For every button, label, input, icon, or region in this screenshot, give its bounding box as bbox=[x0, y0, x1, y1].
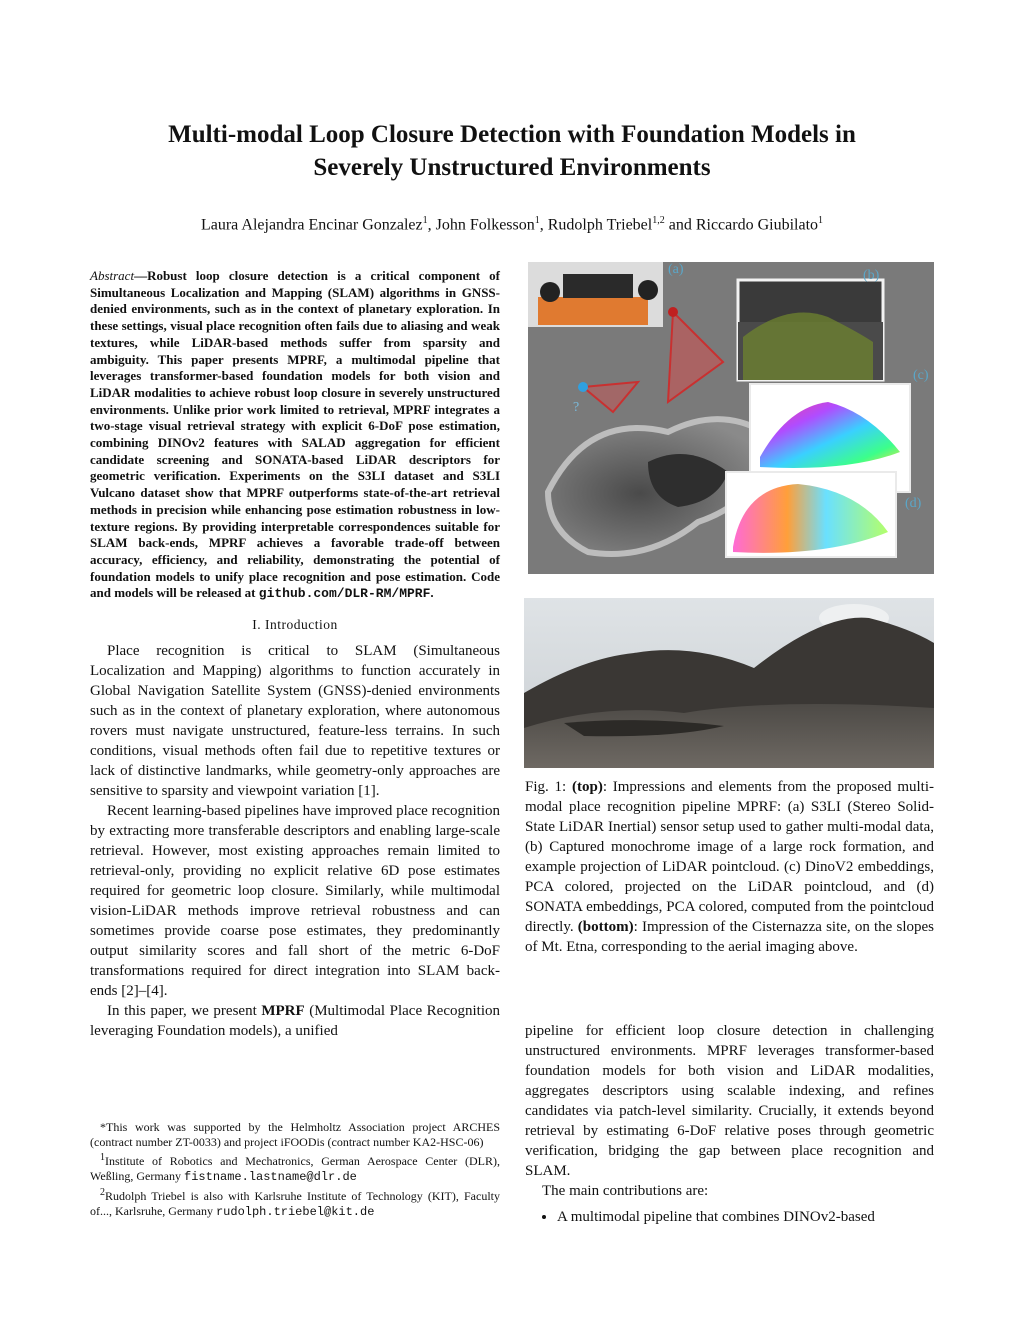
code-link[interactable]: github.com/DLR-RM/MPRF bbox=[258, 586, 431, 602]
volcano-landscape-image bbox=[524, 598, 934, 768]
author-name: Rudolph Triebel bbox=[547, 216, 653, 234]
footnotes bbox=[90, 1120, 500, 1220]
left-column bbox=[90, 268, 500, 1041]
abstract-dash: — bbox=[134, 268, 148, 283]
author-list bbox=[80, 210, 944, 236]
abstract bbox=[90, 268, 500, 603]
paper-title bbox=[80, 118, 944, 184]
figure-label-d: (d) bbox=[905, 496, 922, 511]
footnote-mark: 2 bbox=[100, 1187, 105, 1198]
author-affiliation: 1 bbox=[818, 215, 824, 226]
footnote-text: Rudolph Triebel is also with Karlsruhe Institute of Technology (KIT), Faculty of..., Karlsruhe, Germany bbox=[90, 1189, 500, 1218]
figure-label-a: (a) bbox=[668, 262, 684, 277]
figure-landscape-photo bbox=[524, 598, 934, 768]
footnote-mark: 1 bbox=[100, 1152, 105, 1163]
right-column-text bbox=[525, 1021, 934, 1227]
figure-caption bbox=[525, 777, 934, 957]
author-affiliation: 1,2 bbox=[652, 215, 665, 226]
author-name: Riccardo Giubilato bbox=[695, 216, 819, 234]
author-separator: , bbox=[539, 216, 548, 234]
caption-bottom-label: (bottom) bbox=[577, 919, 634, 935]
author-name: John Folkesson bbox=[435, 216, 535, 234]
author-and: and bbox=[664, 216, 696, 234]
author-name: Laura Alejandra Encinar Gonzalez bbox=[200, 216, 423, 234]
right-paragraph-1: pipeline for efficient loop closure detection in challenging unstructured environments. MPRF leverages transformer-based foundation models for both vision and LiDAR modalities, aggregates descriptors using scalable indexing, and refines candidates via patch-level similarity. Crucially, it extends beyond retrieval by estimating 6-DoF relative poses through geometric verification, bridging the gap between place recognition and SLAM. bbox=[525, 1023, 934, 1179]
email-link[interactable]: rudolph.triebel@kit.de bbox=[215, 1205, 375, 1219]
author-affiliation: 1 bbox=[422, 215, 428, 226]
section-heading: I. Introduction bbox=[252, 617, 338, 633]
caption-text-top: : Impressions and elements from the proposed multi-modal place recognition pipeline MPRF: (a) S3LI (Stereo Solid-State LiDAR Inertial) sensor setup used to gather multi-modal data, (b) Captured monochrome image of a large rock formation, and example projection of LiDAR pointcloud. (c) DinoV2 embeddings, PCA colored, projected on the LiDAR pointcloud, and (d) SONATA embeddings, PCA colored, computed from the pointcloud directly. bbox=[525, 779, 934, 935]
abstract-text: Robust loop closure detection is a critical component of Simultaneous Localization and Mapping (SLAM) algorithms in GNSS-denied environments, such as in the context of planetary exploration. In these settings, visual place recognition often fails due to aliasing and weak textures, while LiDAR-based methods suffer from sparsity and ambiguity. This paper presents MPRF, a multimodal pipeline that leverages transformer-based foundation models for both vision and LiDAR modalities to achieve robust loop closure in severely unstructured environments. Unlike prior work limited to retrieval, MPRF integrates a two-stage visual retrieval strategy with explicit 6-DoF pose estimation, combining DINOv2 features with SALAD aggregation for efficient candidate screening and SONATA-based LiDAR descriptors for geometric verification. Experiments on the S3LI dataset and S3LI Vulcano dataset show that MPRF outperforms state-of-the-art retrieval methods in precision while enhancing pose estimation robustness in low-texture regions. By providing interpretable correspondences suitable for SLAM back-ends, MPRF achieves a favorable trade-off between accuracy, efficiency, and reliability, demonstrating the potential of foundation models to unify place recognition and pose estimation. Code and models will be released at bbox=[90, 268, 500, 601]
intro-p3-end: (Multimodal Place Recognition leveraging Foundation models), a unified bbox=[90, 1003, 501, 1040]
caption-text-bottom: : Impression of the Cisternazza site, on the slopes of Mt. Etna, corresponding to the aerial imaging above. bbox=[525, 919, 935, 955]
method-name: MPRF bbox=[261, 1003, 305, 1020]
footnote-text: Institute of Robotics and Mechatronics, German Aerospace Center (DLR), Weßling, Germany bbox=[90, 1154, 500, 1183]
intro-paragraph-3 bbox=[90, 1001, 500, 1041]
figure-question-mark: ? bbox=[573, 400, 580, 415]
author-separator: , bbox=[427, 216, 436, 234]
caption-prefix: Fig. 1: bbox=[525, 779, 567, 795]
abstract-label: Abstract bbox=[90, 268, 135, 283]
figure-aerial-composite bbox=[528, 262, 934, 574]
caption-top-label: (top) bbox=[571, 779, 603, 795]
contribution-list bbox=[525, 1207, 934, 1227]
figure-label-b: (b) bbox=[863, 268, 880, 283]
contribution-item: • A multimodal pipeline that combines DINOv2-based bbox=[557, 1207, 934, 1227]
title-line-2: Severely Unstructured Environments bbox=[313, 154, 711, 181]
footnote-1 bbox=[90, 1150, 500, 1185]
right-paragraph-2: The main contributions are: bbox=[542, 1183, 709, 1199]
intro-paragraph-2: Recent learning-based pipelines have improved place recognition by extracting more transferable descriptors and enabling large-scale retrieval. However, most existing approaches remain limited to retrieval-only, providing no explicit relative 6D pose estimates required for geometric loop closure. Similarly, while multimodal vision-LiDAR methods improve retrieval robustness and can sometimes provide coarse pose estimates, they predominantly output similarity scores and fall short of the metric 6-DoF transformations required for direct integration into SLAM back-ends [2]–[4]. bbox=[90, 803, 500, 1000]
abstract-end: . bbox=[430, 585, 434, 601]
footnote-funding: *This work was supported by the Helmholtz Association project ARCHES (contract number ZT-0033) and project iFOODis (contract number KA2-HSC-06) bbox=[90, 1120, 500, 1149]
author-affiliation: 1 bbox=[534, 215, 540, 226]
footnote-2 bbox=[90, 1185, 500, 1220]
title-line-1: Multi-modal Loop Closure Detection with Foundation Models in bbox=[168, 121, 856, 148]
email-link[interactable]: fistname.lastname@dlr.de bbox=[184, 1170, 357, 1184]
aerial-terrain-image bbox=[528, 262, 934, 574]
intro-p3-start: In this paper, we present bbox=[107, 1003, 257, 1020]
intro-paragraph-1: Place recognition is critical to SLAM (Simultaneous Localization and Mapping) algorithms to function accurately in Global Navigation Satellite System (GNSS)-denied environments such as in the context of planetary exploration, where autonomous rovers must navigate unstructured, feature-less terrains. In such conditions, visual methods often fail due to repetitive textures or lack of distinctive landmarks, while geometry-only approaches are sensitive to sparsity and viewpoint variation [1]. bbox=[90, 643, 500, 800]
figure-label-c: (c) bbox=[913, 368, 929, 383]
